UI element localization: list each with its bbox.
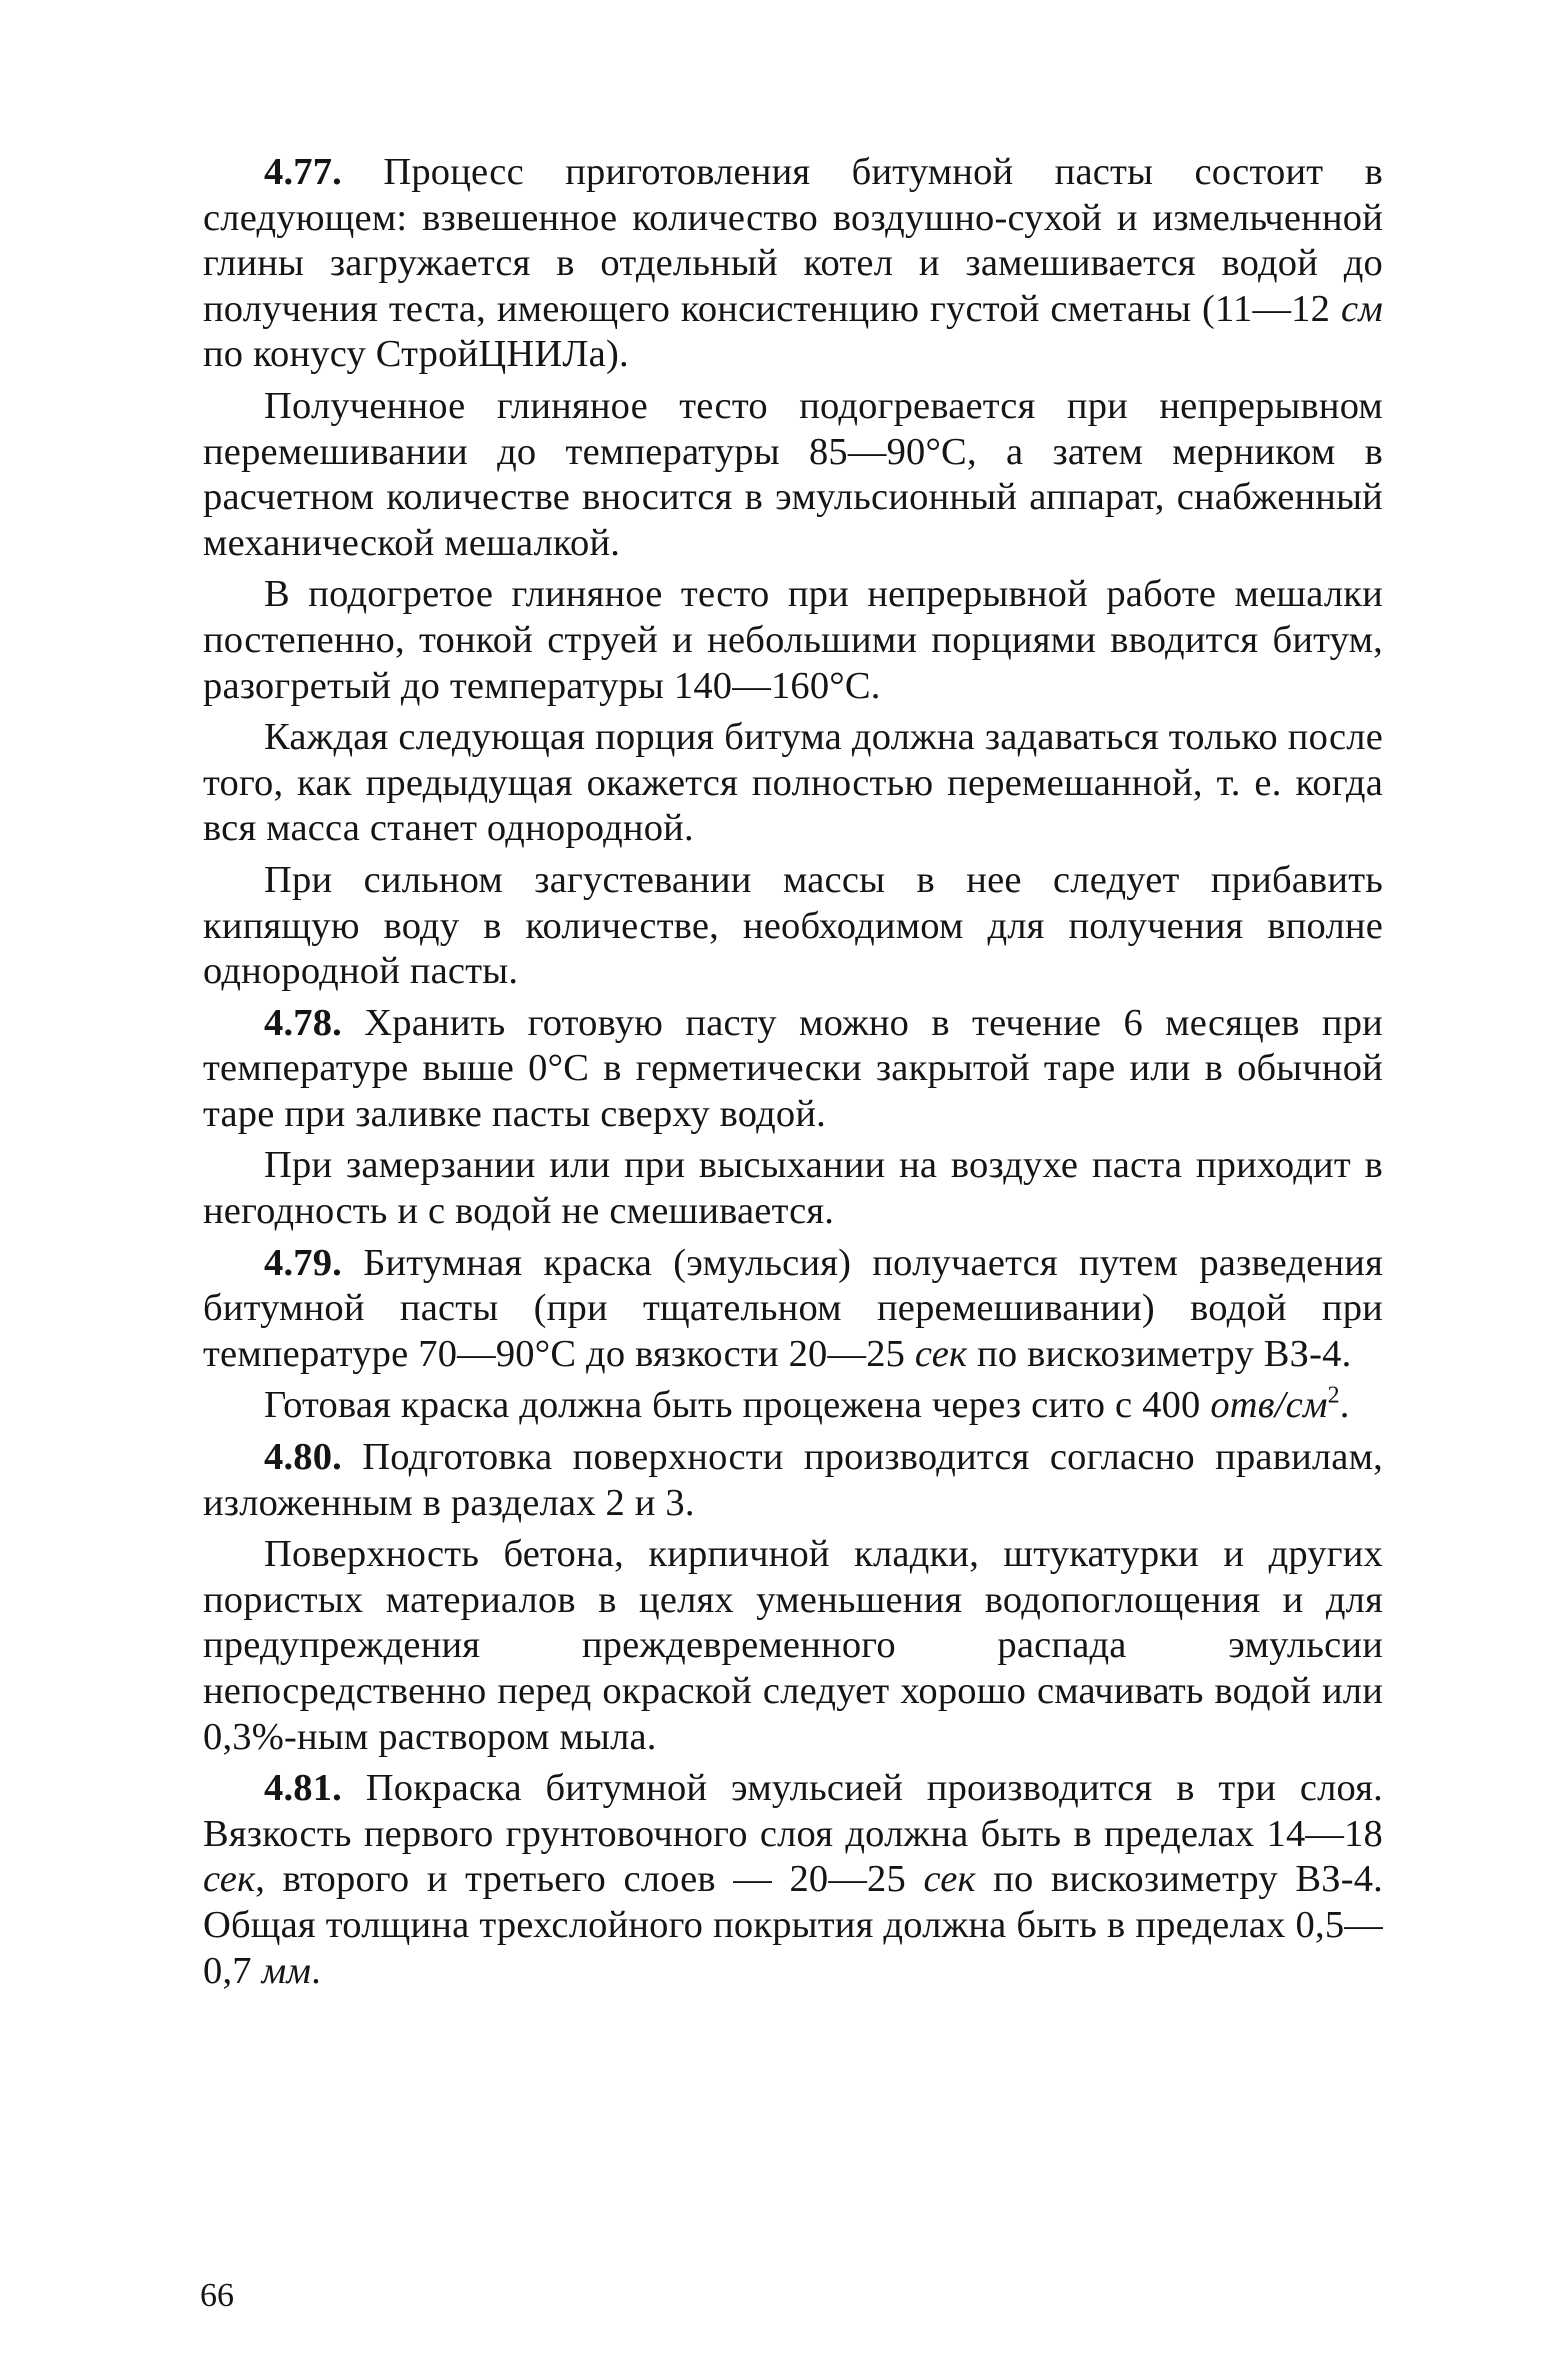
paragraph-text: Готовая краска должна быть процежена через сито с 400 отв/$см^2$. [264, 1383, 1350, 1427]
paragraph [203, 1383, 1383, 1429]
paragraph [203, 1532, 1383, 1760]
paragraph-text: Каждая следующая порция битума должна задаваться только после того, как предыдущая окажется полностью перемешанной, т. е. когда вся масса станет однородной. [203, 716, 1383, 850]
section-number: 4.80. [264, 1436, 342, 1479]
paragraph-text: В подогретое глиняное тесто при непрерывной работе мешалки постепенно, тонкой струей и небольшими порциями вводится битум, разогретый до температуры 140—160°С. [203, 573, 1383, 707]
paragraph [203, 384, 1383, 566]
section-number: 4.77. [264, 151, 342, 193]
paragraph [203, 1241, 1383, 1378]
paragraph-text: Хранить готовую пасту можно в течение 6 месяцев при температуре выше 0°С в герметически закрытой таре или в обычной таре при заливке пасты сверху водой. [203, 1001, 1383, 1135]
paragraph-text: При замерзании или при высыхании на воздухе паста приходит в негодность и с водой не смешивается. [203, 1144, 1383, 1233]
paragraph [203, 1143, 1383, 1234]
paragraph [203, 1766, 1383, 1994]
paragraph-text: Подготовка поверхности производится согласно правилам, изложенным в разделах 2 и 3. [203, 1436, 1383, 1524]
paragraph [203, 572, 1383, 709]
paragraph [203, 715, 1383, 852]
section-number: 4.78. [264, 1001, 342, 1044]
paragraph-text: Битумная краска (эмульсия) получается путем разведения битумной пасты (при тщательном перемешивании) водой при температуре 70—90°С до вязкости 20—25 сек по вискозиметру ВЗ-4. [203, 1241, 1383, 1375]
page-body [203, 150, 1383, 1994]
paragraph-text: Процесс приготовления битумной пасты состоит в следующем: взвешенное количество воздушно-сухой и измельченной глины загружается в отдельный котел и замешивается водой до получения теста, имеющего консистенцию густой сметаны (11—12 см по конусу СтройЦНИЛа). [203, 151, 1383, 376]
paragraph [203, 150, 1383, 378]
paragraph-text: Поверхность бетона, кирпичной кладки, штукатурки и других пористых материалов в целях уменьшения водопоглощения и для предупреждения преждевременного распада эмульсии непосредственно перед окраской следует хорошо смачивать водой или 0,3%-ным раствором мыла. [203, 1533, 1383, 1758]
paragraph [203, 1001, 1383, 1138]
paragraph [203, 1435, 1383, 1526]
page-number: 66 [200, 2277, 234, 2314]
paragraph [203, 858, 1383, 995]
paragraph-text: Покраска битумной эмульсией производится в три слоя. Вязкость первого грунтовочного слоя должна быть в пределах 14—18 сек, второго и третьего слоев — 20—25 сек по вискозиметру ВЗ-4. Общая толщина трехслойного покрытия должна быть в пределах 0,5—0,7 мм. [203, 1767, 1383, 1992]
paragraph-text: При сильном загустевании массы в нее следует прибавить кипящую воду в количестве, необходимом для получения вполне однородной пасты. [203, 858, 1383, 993]
paragraph-text: Полученное глиняное тесто подогревается при непрерывном перемешивании до температуры 85—90°С, а затем мерником в расчетном количестве вносится в эмульсионный аппарат, снабженный механической мешалкой. [203, 384, 1383, 564]
section-number: 4.81. [264, 1767, 342, 1810]
section-number: 4.79. [264, 1241, 342, 1284]
